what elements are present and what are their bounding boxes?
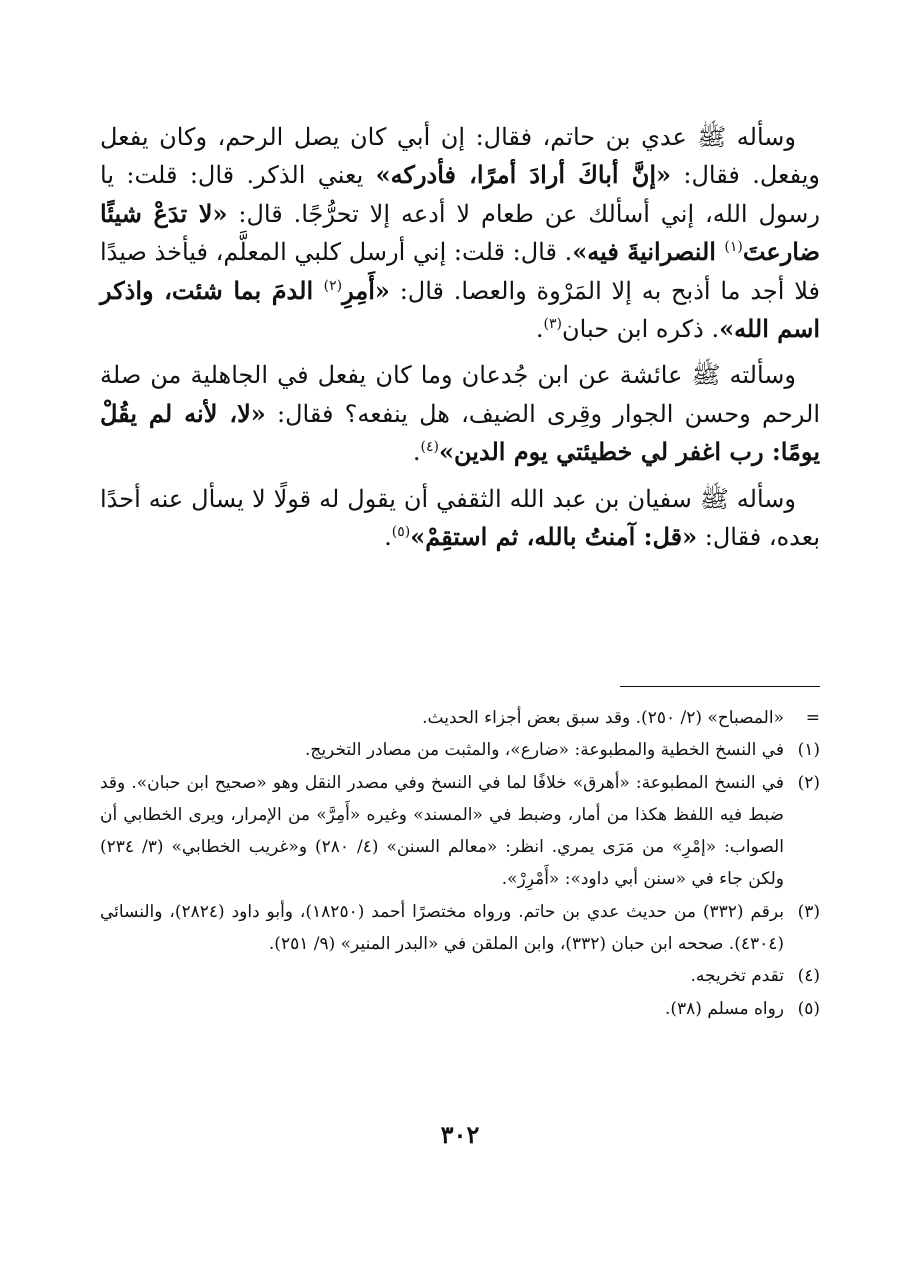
- footnote-text: تقدم تخريجه.: [690, 966, 784, 987]
- footnote-item: [100, 960, 820, 992]
- footnote-item: [100, 896, 820, 961]
- hadith-quote: «إنَّ أباكَ أرادَ أمرًا، فأدركه»: [375, 160, 671, 190]
- body-text: .: [384, 522, 392, 551]
- footnote-item: [100, 767, 820, 896]
- hadith-quote: النصرانيةَ فيه»: [572, 237, 725, 267]
- footnote-ref: (٥): [391, 523, 411, 540]
- footnote-separator: [620, 686, 820, 687]
- footnote-item: [100, 702, 820, 734]
- footnote-number: (١): [797, 740, 820, 761]
- hadith-quote: الدمَ بما شئت، واذكر اسم الله»: [100, 275, 820, 343]
- footnote-number: (٥): [797, 998, 820, 1019]
- footnote-text: في النسخ المطبوعة: «أهرق» خلافًا لما في النسخ وفي مصدر النقل وهو «صحيح ابن حبان». وقد ضبط فيه اللفظ هكذا من أمار، وضبط في «المسند» وغيره «أَمِرَّ» من الإمرار، ويرى الخطابي أن الصواب: «إمْرِ» من مَرَى يمري. انظر: «معالم السنن» (٤/ ٢٨٠) و«غريب الخطابي» (٣/ ٢٣٤) ولكن جاء في «سنن أبي داود»: «أَمْرِرْ».: [100, 772, 784, 890]
- footnote-item: [100, 993, 820, 1025]
- paragraph: [100, 118, 820, 348]
- hadith-quote: «أَمِرِ: [342, 275, 390, 305]
- page-number: ٣٠٢: [440, 1120, 480, 1149]
- paragraph: [100, 480, 820, 557]
- body-text: .: [412, 438, 421, 467]
- footnotes: [100, 702, 820, 1025]
- body-text: وسألته ﷺ عائشة عن ابن جُدعان وما كان يفعل في الجاهلية من صلة الرحم وحسن الجوار وقِرى الضيف، هل ينفعه؟ فقال:: [100, 361, 821, 428]
- footnote-number: (٢): [797, 772, 820, 793]
- body-text: .: [535, 314, 544, 343]
- footnote-ref: (٤): [420, 439, 439, 456]
- body-text: يعني الذكر. قال: قلت: يا رسول الله، إني أسألك عن طعام لا أدعه إلا تحرُّجًا. قال:: [100, 161, 821, 228]
- hadith-quote: «لا تدَعْ شيئًا ضارعتَ: [100, 198, 820, 267]
- book-page: [100, 118, 820, 1238]
- footnote-text: برقم (٣٣٢) من حديث عدي بن حاتم. ورواه مختصرًا أحمد (١٨٢٥٠)، وأبو داود (٢٨٢٤)، والنسائي (٤٣٠٤). صححه ابن حبان (٣٣٢)، وابن الملقن في «البدر المنير» (٩/ ٢٥١).: [100, 901, 784, 955]
- footnote-item: [100, 734, 820, 766]
- footnote-text: «المصباح» (٢/ ٢٥٠). وقد سبق بعض أجزاء الحديث.: [422, 708, 784, 728]
- body-text: وسأله ﷺ سفيان بن عبد الله الثقفي أن يقول له قولًا لا يسأل عنه أحدًا بعده، فقال:: [100, 484, 820, 551]
- footnote-ref: (٣): [543, 315, 563, 332]
- paragraph: [100, 356, 820, 471]
- footnote-ref: (٢): [323, 277, 343, 294]
- footnote-ref: (١): [724, 239, 743, 256]
- footnote-number: (٣): [797, 901, 820, 922]
- body-text: . ذكره ابن حبان: [562, 314, 720, 343]
- hadith-quote: «لا، لأنه لم يقُلْ يومًا: رب اغفر لي خطيئتي يوم الدين»: [100, 398, 820, 467]
- body-text: . قال: قلت: إني أرسل كلبي المعلَّم، فيأخذ صيدًا فلا أجد ما أذبح به إلا المَرْوة والعصا. قال:: [100, 238, 821, 305]
- footnote-text: في النسخ الخطية والمطبوعة: «ضارع»، والمثبت من مصادر التخريج.: [304, 740, 784, 761]
- footnote-number: (٤): [797, 966, 820, 987]
- footnote-number: =: [805, 708, 820, 728]
- body-text: وسأله ﷺ عدي بن حاتم، فقال: إن أبي كان يصل الرحم، وكان يفعل ويفعل. فقال:: [100, 123, 821, 190]
- hadith-quote: «قل: آمنتُ بالله، ثم استقِمْ»: [410, 521, 698, 551]
- footnote-text: رواه مسلم (٣٨).: [664, 998, 784, 1019]
- main-text: [100, 118, 820, 556]
